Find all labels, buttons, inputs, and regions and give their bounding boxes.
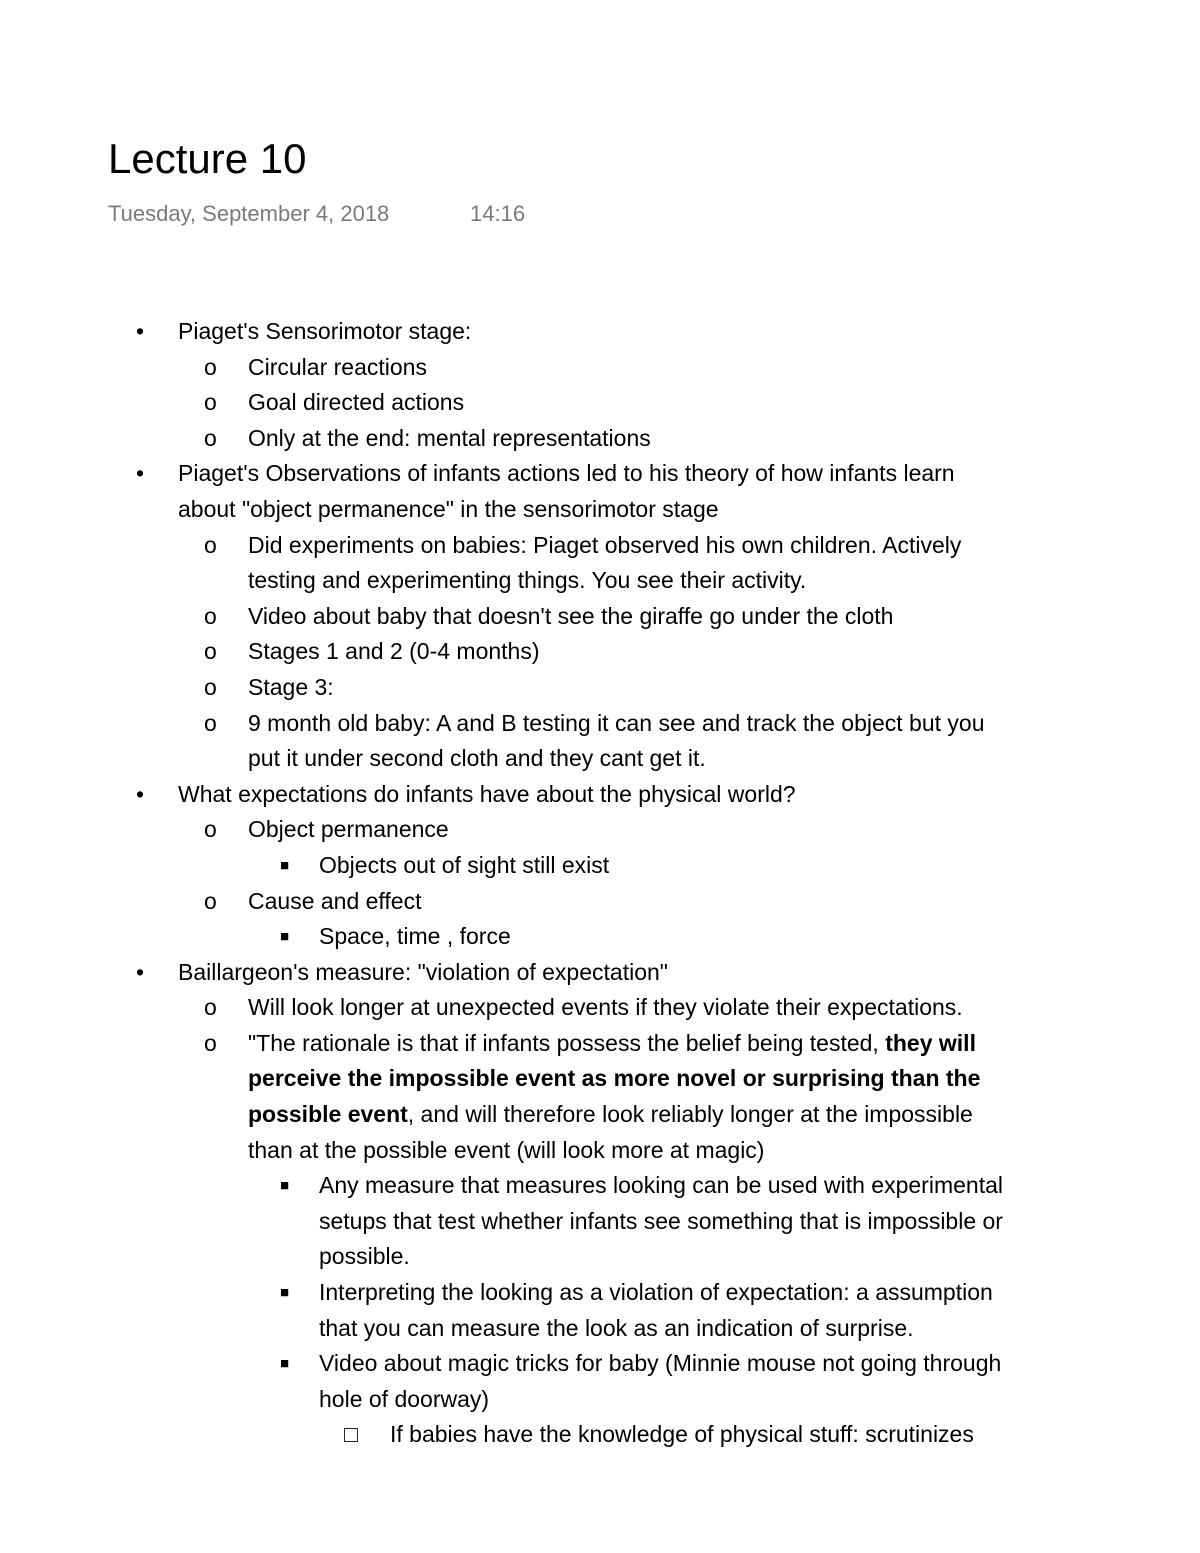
checkbox-marker: □ — [344, 1421, 358, 1448]
bullet-marker: o — [204, 638, 217, 665]
bullet-marker: • — [136, 460, 145, 487]
list-item — [0, 314, 1200, 350]
list-item — [0, 634, 1200, 670]
list-item — [0, 385, 1200, 421]
bullet-marker: o — [204, 602, 217, 629]
item-text: Object permanence — [248, 816, 449, 843]
item-text: What expectations do infants have about the physical world? — [178, 780, 796, 807]
item-text: Stage 3: — [248, 673, 334, 700]
bullet-marker: ■ — [280, 1355, 290, 1373]
item-text-line: Interpreting the looking as a violation of expectation: a assumption — [319, 1279, 993, 1306]
list-item — [0, 1417, 1200, 1453]
list-item — [0, 456, 1200, 527]
bullet-marker: ■ — [280, 856, 290, 874]
item-text-line: Video about magic tricks for baby (Minnie mouse not going through — [319, 1350, 1002, 1377]
item-text-line: put it under second cloth and they cant get it. — [248, 745, 706, 772]
item-text: Video about baby that doesn't see the giraffe go under the cloth — [248, 602, 894, 629]
item-text-line: Any measure that measures looking can be used with experimental — [319, 1172, 1003, 1199]
item-text-line: setups that test whether infants see something that is impossible or — [319, 1207, 1003, 1234]
list-item — [0, 955, 1200, 991]
bullet-marker: ■ — [280, 1284, 290, 1302]
bullet-marker: ■ — [280, 928, 290, 946]
item-text-line: testing and experimenting things. You see their activity. — [248, 567, 807, 594]
item-text: Only at the end: mental representations — [248, 424, 651, 451]
item-text-line — [248, 1097, 1200, 1133]
bullet-marker: • — [136, 958, 145, 985]
list-item — [0, 599, 1200, 635]
quote-emphasis: they will — [885, 1029, 976, 1056]
bullet-marker: o — [204, 673, 217, 700]
page-title: Lecture 10 — [108, 135, 307, 182]
bullet-marker: o — [204, 389, 217, 416]
list-item — [0, 848, 1200, 884]
list-item — [0, 990, 1200, 1026]
list-item — [0, 1168, 1200, 1275]
item-text: Piaget's Sensorimotor stage: — [178, 318, 472, 344]
page-time: 14:16 — [470, 201, 526, 226]
bullet-marker: o — [204, 709, 217, 736]
item-text: Circular reactions — [248, 353, 427, 380]
item-text-line: about "object permanence" in the sensorimotor stage — [178, 495, 719, 522]
list-item — [0, 1275, 1200, 1346]
list-item — [0, 528, 1200, 599]
bullet-marker: • — [136, 318, 145, 344]
bullet-marker: o — [204, 994, 217, 1021]
list-item — [0, 421, 1200, 457]
bullet-marker: o — [204, 531, 217, 558]
bullet-marker: o — [204, 887, 217, 914]
list-item — [0, 777, 1200, 813]
item-text: Objects out of sight still exist — [319, 851, 610, 878]
item-text-line: hole of doorway) — [319, 1385, 490, 1412]
bullet-marker: o — [204, 424, 217, 451]
item-text: Goal directed actions — [248, 389, 465, 416]
list-item — [0, 670, 1200, 706]
list-item — [0, 919, 1200, 955]
bullet-marker: ■ — [280, 1177, 290, 1195]
quote-text: "The rationale is that if infants possess the belief being tested, — [248, 1029, 886, 1056]
item-text-line: Did experiments on babies: Piaget observed his own children. Actively — [248, 531, 962, 558]
list-item — [0, 350, 1200, 386]
item-text-line: 9 month old baby: A and B testing it can see and track the object but you — [248, 709, 985, 736]
item-text: Space, time , force — [319, 923, 511, 950]
item-text-line: Piaget's Observations of infants actions led to his theory of how infants learn — [178, 460, 955, 487]
page-metadata — [108, 199, 526, 229]
list-item — [0, 706, 1200, 777]
list-item — [0, 812, 1200, 848]
list-item — [0, 884, 1200, 920]
quote-text: , and will therefore look reliably longer at the impossible — [407, 1101, 973, 1128]
list-item — [0, 1346, 1200, 1417]
item-text: If babies have the knowledge of physical stuff: scrutinizes — [390, 1421, 974, 1448]
bullet-marker: o — [204, 353, 217, 380]
item-text-line: that you can measure the look as an indication of surprise. — [319, 1314, 914, 1341]
bullet-marker: • — [136, 780, 145, 807]
page-date: Tuesday, September 4, 2018 — [108, 201, 390, 226]
bullet-marker: o — [204, 816, 217, 843]
item-text-line: possible. — [319, 1243, 410, 1270]
quote-emphasis: perceive the impossible event as more novel or surprising than the — [248, 1065, 981, 1092]
bullet-marker: o — [204, 1029, 217, 1056]
list-item — [0, 1026, 1200, 1168]
item-text: Cause and effect — [248, 887, 422, 914]
notes-outline — [0, 314, 1200, 1453]
quote-emphasis: possible event — [248, 1101, 408, 1128]
item-text: Will look longer at unexpected events if they violate their expectations. — [248, 994, 963, 1021]
item-text: Stages 1 and 2 (0-4 months) — [248, 638, 540, 665]
quote-text: than at the possible event (will look more at magic) — [248, 1136, 765, 1163]
item-text-line — [248, 1026, 1200, 1062]
item-text: Baillargeon's measure: "violation of expectation" — [178, 958, 668, 985]
